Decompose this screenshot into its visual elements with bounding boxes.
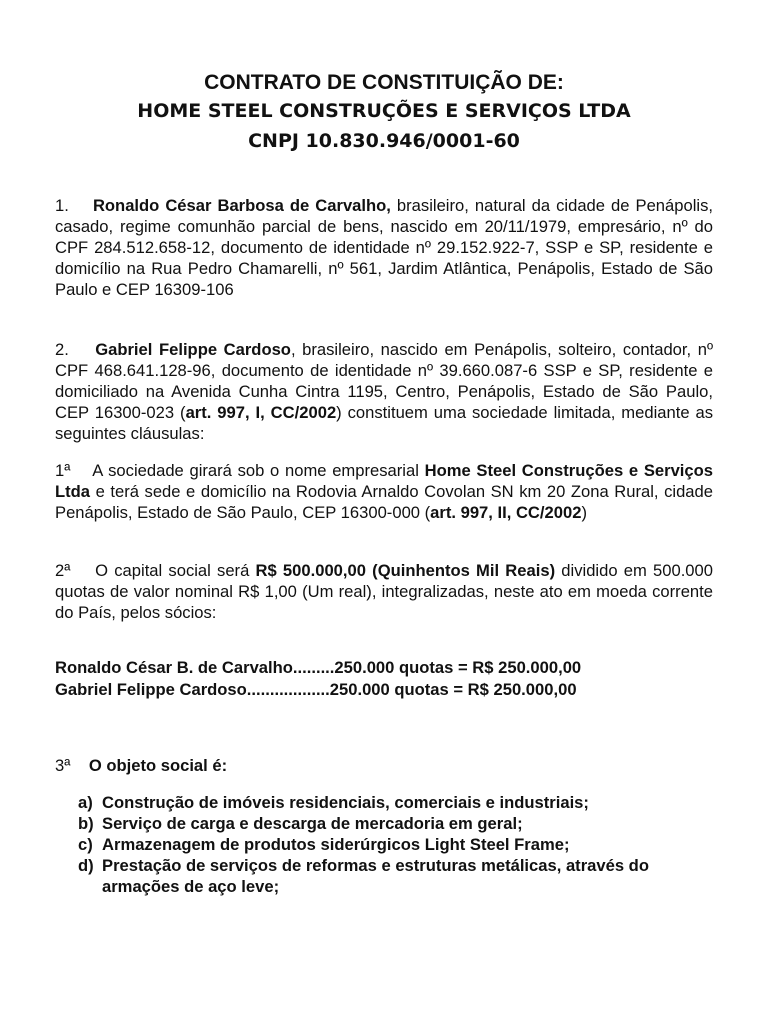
capital-amount: R$ 500.000,00 (Quinhentos Mil Reais) bbox=[255, 561, 556, 580]
quota-line-1: Ronaldo César B. de Carvalho.........250.000 quotas = R$ 250.000,00 bbox=[55, 658, 582, 677]
clause-2-text: O capital social será bbox=[95, 561, 256, 580]
list-item bbox=[78, 855, 718, 897]
quota-line-2: Gabriel Felippe Cardoso..................250.000 quotas = R$ 250.000,00 bbox=[55, 680, 577, 699]
partner-1-details: brasileiro, natural da cidade de Penápolis, casado, regime comunhão parcial de bens, nascido em 20/11/1979, empresário, nº do CPF 284.512.658-12, documento de identidade nº 29.152.922-7, SSP e SP, residente e domicílio na Rua Pedro Chamarelli, nº 561, Jardim Atlântica, Penápolis, Estado de São Paulo e CEP 16309-106 bbox=[55, 196, 714, 299]
clause-2-paragraph bbox=[55, 560, 713, 623]
clause-3-heading: O objeto social é: bbox=[88, 756, 228, 775]
list-item bbox=[78, 792, 718, 813]
paragraph-number: 2. bbox=[55, 340, 69, 359]
list-item-text: Serviço de carga e descarga de mercadoria em geral; bbox=[102, 814, 523, 833]
paragraph-number: 1. bbox=[55, 196, 69, 215]
partner-2-name: Gabriel Felippe Cardoso bbox=[95, 340, 291, 359]
clause-number: 1ª bbox=[55, 461, 71, 480]
partner-2-paragraph bbox=[55, 339, 713, 444]
list-marker: c) bbox=[78, 835, 93, 854]
list-item-text: Construção de imóveis residenciais, comerciais e industriais; bbox=[102, 793, 589, 812]
partner-1-name: Ronaldo César Barbosa de Carvalho, bbox=[92, 196, 391, 215]
company-name-inline: Home Steel Construções e Serviços Ltda bbox=[55, 461, 714, 501]
clause-2-details: dividido em 500.000 quotas de valor nominal R$ 1,00 (Um real), integralizadas, neste ato em moeda corrente do País, pelos sócios: bbox=[55, 561, 713, 622]
objects-list bbox=[78, 792, 718, 897]
clause-1-tail: ) bbox=[581, 503, 587, 522]
list-marker: d) bbox=[78, 856, 94, 875]
legal-reference: art. 997, I, CC/2002 bbox=[185, 403, 337, 422]
partner-2-details: , brasileiro, nascido em Penápolis, solteiro, contador, nº CPF 468.641.128-96, documento de identidade nº 39.660.087-6 SSP e SP, residente e domiciliado na Avenida Cunha Cintra 1195, Centro, Penápolis, Estado de São Paulo, CEP 16300-023 ( bbox=[55, 340, 714, 422]
document-header bbox=[0, 70, 768, 156]
contract-title: CONTRATO DE CONSTITUIÇÃO DE: bbox=[204, 71, 564, 94]
partner-2-tail: ) constituem uma sociedade limitada, mediante as seguintes cláusulas: bbox=[55, 403, 713, 443]
list-item bbox=[78, 813, 718, 834]
clause-number: 3ª bbox=[55, 756, 71, 775]
company-name: HOME STEEL CONSTRUÇÕES E SERVIÇOS LTDA bbox=[137, 100, 631, 122]
list-item bbox=[78, 834, 718, 855]
list-marker: b) bbox=[78, 814, 94, 833]
clause-number: 2ª bbox=[55, 561, 71, 580]
list-marker: a) bbox=[78, 793, 93, 812]
company-cnpj: CNPJ 10.830.946/0001-60 bbox=[248, 130, 520, 152]
clause-1-address: e terá sede e domicílio na Rodovia Arnaldo Covolan SN km 20 Zona Rural, cidade Penápolis, Estado de São Paulo, CEP 16300-000 ( bbox=[55, 482, 713, 522]
list-item-text: Armazenagem de produtos siderúrgicos Light Steel Frame; bbox=[102, 835, 570, 854]
partner-1-paragraph bbox=[55, 195, 713, 300]
clause-1-paragraph bbox=[55, 460, 713, 523]
list-item-text: Prestação de serviços de reformas e estruturas metálicas, através do armações de aço leve; bbox=[102, 856, 649, 896]
legal-reference: art. 997, II, CC/2002 bbox=[430, 503, 582, 522]
clause-1-text: A sociedade girará sob o nome empresarial bbox=[92, 461, 425, 480]
clause-3-paragraph bbox=[55, 755, 713, 776]
